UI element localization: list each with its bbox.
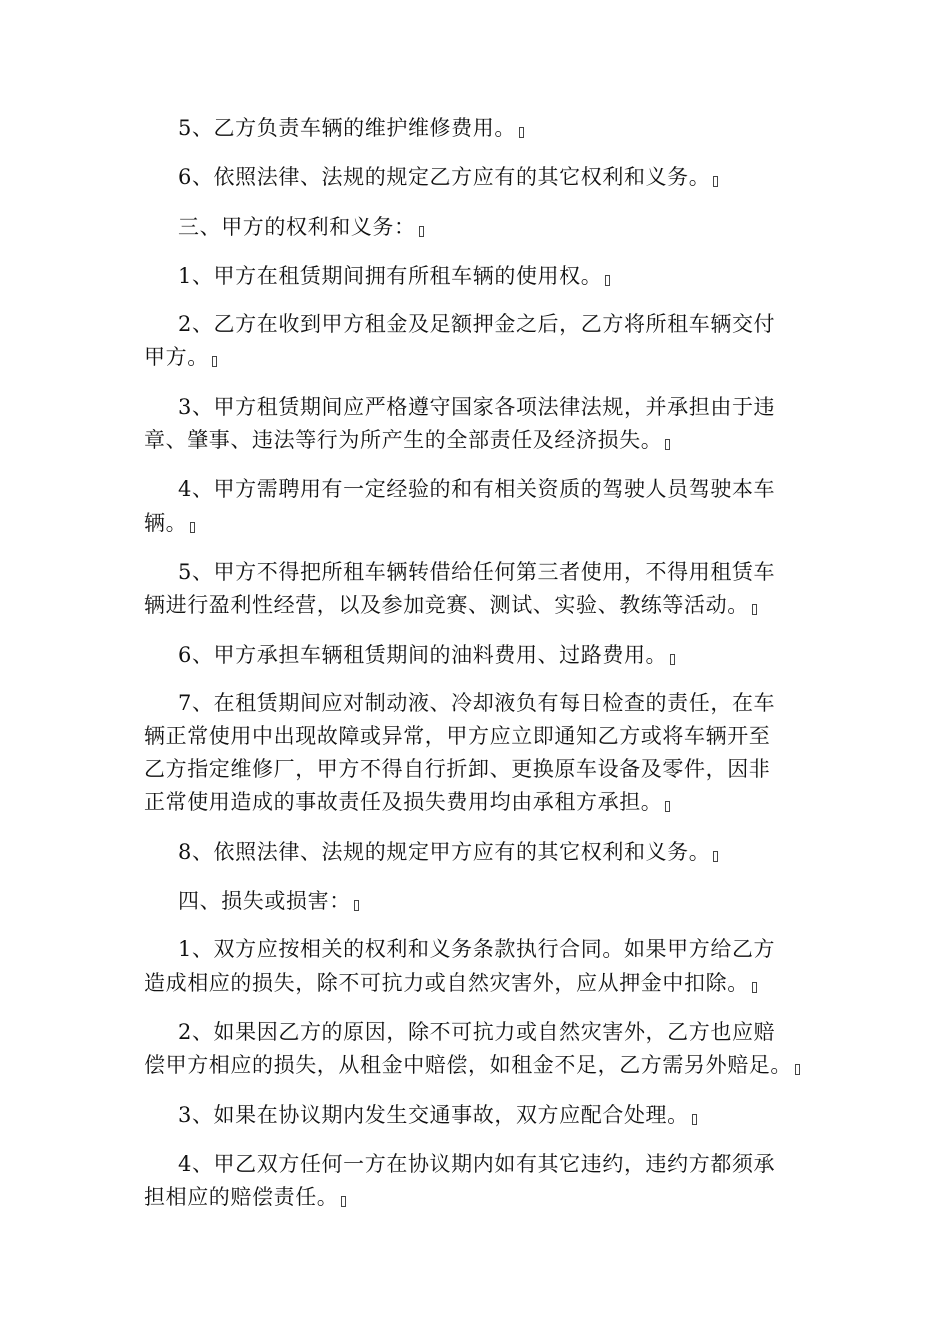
paragraph-mark-icon: [670, 654, 675, 665]
paragraph-line: [178, 557, 775, 587]
paragraph-line: [178, 1100, 697, 1130]
line-text: 6、依照法律、法规的规定乙方应有的其它权利和义务。: [178, 165, 711, 189]
line-text: 7、在租赁期间应对制动液、冷却液负有每日检查的责任，在车: [178, 691, 776, 715]
line-text: 1、双方应按相关的权利和义务条款执行合同。如果甲方给乙方: [178, 937, 776, 961]
paragraph-line: [144, 787, 670, 817]
paragraph-line: [178, 886, 359, 916]
line-text: 3、如果在协议期内发生交通事故，双方应配合处理。: [178, 1103, 689, 1127]
paragraph-line: [144, 590, 757, 620]
paragraph-mark-icon: [752, 604, 757, 615]
paragraph-mark-icon: [692, 1114, 697, 1125]
line-text: 8、依照法律、法规的规定甲方应有的其它权利和义务。: [178, 840, 711, 864]
paragraph-line: [178, 261, 610, 291]
line-text: 6、甲方承担车辆租赁期间的油料费用、过路费用。: [178, 643, 668, 667]
paragraph-mark-icon: [752, 982, 757, 993]
line-text: 章、肇事、违法等行为所产生的全部责任及经济损失。: [144, 428, 663, 452]
line-text: 5、甲方不得把所租车辆转借给任何第三者使用，不得用租赁车: [178, 560, 776, 584]
line-text: 四、损失或损害：: [178, 889, 351, 913]
paragraph-line: [178, 837, 718, 867]
paragraph-line: [144, 425, 670, 455]
line-text: 5、乙方负责车辆的维护维修费用。: [178, 116, 516, 140]
paragraph-line: [178, 640, 675, 670]
line-text: 4、甲方需聘用有一定经验的和有相关资质的驾驶人员驾驶本车: [178, 477, 776, 501]
line-text: 偿甲方相应的损失，从租金中赔偿，如租金不足，乙方需另外赔足。: [144, 1053, 792, 1077]
paragraph-line: [144, 1182, 346, 1212]
paragraph-line: [178, 934, 775, 964]
line-text: 辆。: [144, 511, 188, 535]
paragraph-mark-icon: [795, 1064, 800, 1075]
paragraph-line: [144, 1050, 800, 1080]
paragraph-mark-icon: [713, 176, 718, 187]
paragraph-line: [178, 474, 775, 504]
paragraph-line: [144, 342, 217, 372]
paragraph-line: [178, 1149, 775, 1179]
paragraph-mark-icon: [212, 356, 217, 367]
paragraph-line: [178, 392, 775, 422]
paragraph-line: [178, 309, 775, 339]
line-text: 1、甲方在租赁期间拥有所租车辆的使用权。: [178, 264, 603, 288]
line-text: 三、甲方的权利和义务：: [178, 215, 416, 239]
paragraph-line: [144, 968, 757, 998]
line-text: 甲方。: [144, 345, 209, 369]
paragraph-mark-icon: [519, 127, 524, 138]
line-text: 乙方指定维修厂，甲方不得自行折卸、更换原车设备及零件，因非: [144, 757, 771, 781]
line-text: 辆进行盈利性经营，以及参加竞赛、测试、实验、教练等活动。: [144, 593, 749, 617]
paragraph-mark-icon: [605, 275, 610, 286]
paragraph-line: [144, 754, 770, 784]
line-text: 造成相应的损失，除不可抗力或自然灾害外，应从押金中扣除。: [144, 971, 749, 995]
paragraph-line: [178, 113, 524, 143]
line-text: 2、乙方在收到甲方租金及足额押金之后，乙方将所租车辆交付: [178, 312, 776, 336]
paragraph-mark-icon: [665, 801, 670, 812]
line-text: 2、如果因乙方的原因，除不可抗力或自然灾害外，乙方也应赔: [178, 1020, 776, 1044]
paragraph-line: [178, 162, 718, 192]
line-text: 正常使用造成的事故责任及损失费用均由承租方承担。: [144, 790, 663, 814]
paragraph-mark-icon: [190, 522, 195, 533]
line-text: 担相应的赔偿责任。: [144, 1185, 339, 1209]
paragraph-mark-icon: [713, 851, 718, 862]
line-text: 4、甲乙双方任何一方在协议期内如有其它违约，违约方都须承: [178, 1152, 776, 1176]
line-text: 辆正常使用中出现故障或异常，甲方应立即通知乙方或将车辆开至: [144, 724, 771, 748]
line-text: 3、甲方租赁期间应严格遵守国家各项法律法规，并承担由于违: [178, 395, 776, 419]
paragraph-line: [178, 1017, 775, 1047]
paragraph-line: [178, 212, 424, 242]
paragraph-line: [178, 688, 775, 718]
paragraph-mark-icon: [341, 1196, 346, 1207]
paragraph-line: [144, 721, 770, 751]
paragraph-mark-icon: [354, 900, 359, 911]
paragraph-mark-icon: [419, 226, 424, 237]
paragraph-line: [144, 508, 195, 538]
paragraph-mark-icon: [665, 439, 670, 450]
